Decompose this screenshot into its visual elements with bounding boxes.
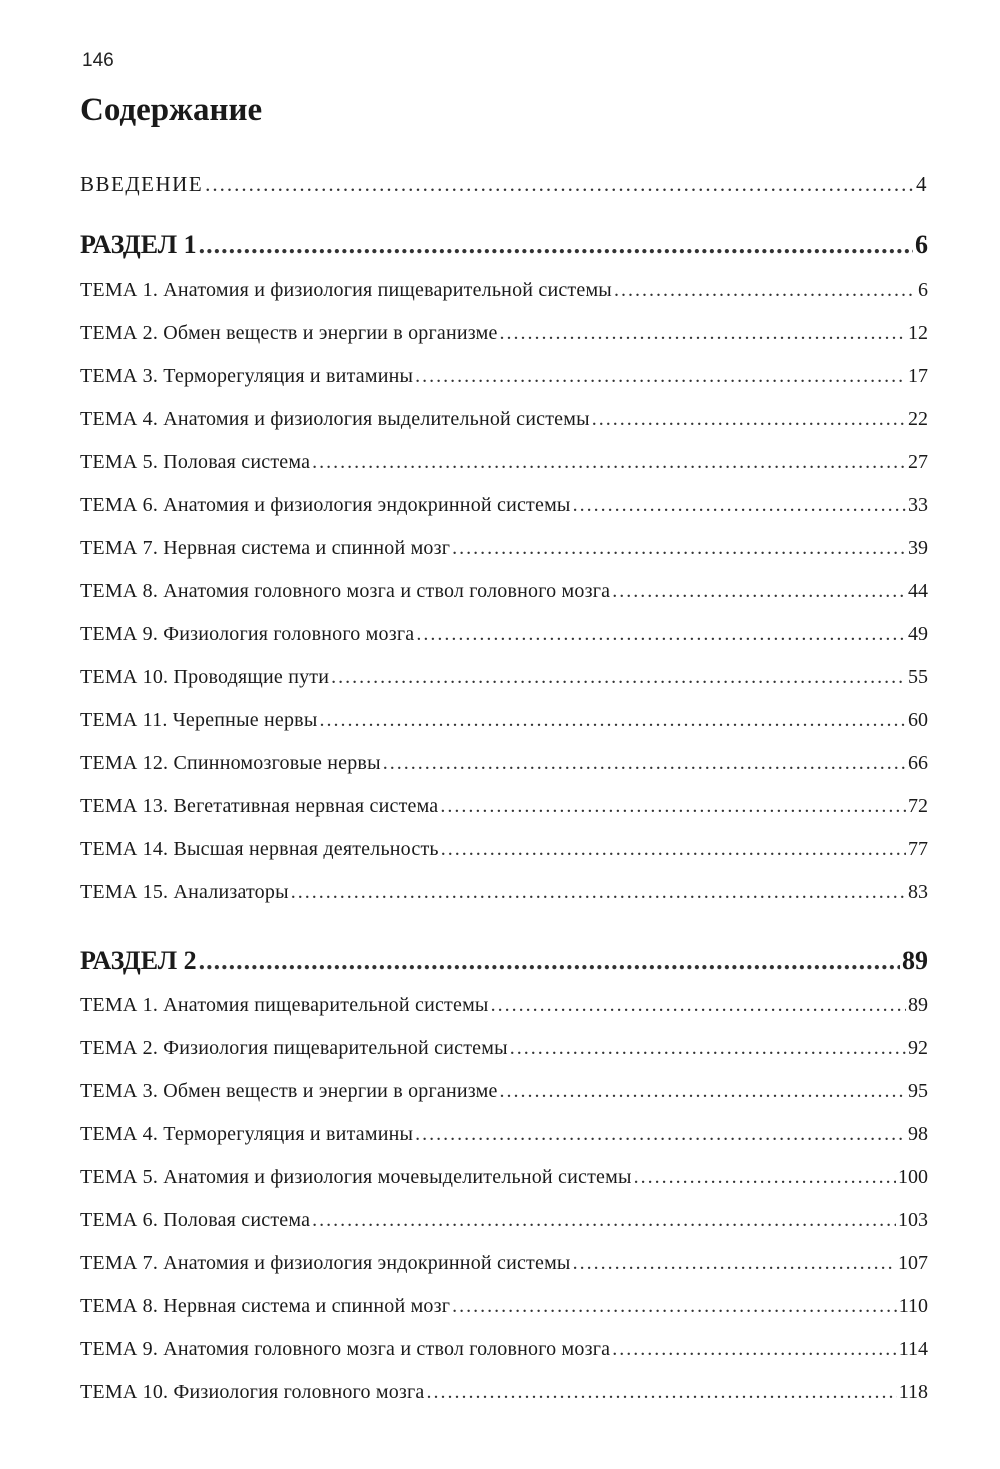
toc-entry[interactable] bbox=[80, 881, 928, 904]
toc-label: ТЕМА 5. Анатомия и физиология мочевыделительной системы bbox=[80, 1166, 632, 1188]
toc-label: ТЕМА 11. Черепные нервы bbox=[80, 709, 318, 731]
toc-label: ТЕМА 10. Физиология головного мозга bbox=[80, 1381, 425, 1403]
toc-label: ТЕМА 4. Терморегуляция и витамины bbox=[80, 1123, 414, 1145]
toc-page-number: 92 bbox=[908, 1037, 928, 1059]
leader-dots bbox=[500, 1080, 906, 1103]
leader-dots bbox=[312, 451, 906, 474]
leader-dots bbox=[415, 365, 906, 388]
toc-label: ТЕМА 14. Высшая нервная деятельность bbox=[80, 838, 439, 860]
toc-page-number: 6 bbox=[918, 279, 928, 301]
toc-label: ТЕМА 3. Терморегуляция и витамины bbox=[80, 365, 414, 387]
toc-entry[interactable] bbox=[80, 709, 928, 732]
leader-dots bbox=[199, 230, 913, 260]
toc-entry[interactable] bbox=[80, 580, 928, 603]
toc-label: ТЕМА 1. Анатомия и физиология пищеварительной системы bbox=[80, 279, 612, 301]
toc-page-number: 60 bbox=[908, 709, 928, 731]
toc-page-number: 22 bbox=[908, 408, 928, 430]
page-number: 146 bbox=[82, 50, 114, 71]
toc-entry[interactable] bbox=[80, 1381, 928, 1404]
toc-page-number: 27 bbox=[908, 451, 928, 473]
toc-entry[interactable] bbox=[80, 1338, 928, 1361]
leader-dots bbox=[614, 279, 916, 302]
toc-page-number: 89 bbox=[908, 994, 928, 1016]
toc-page-number: 107 bbox=[898, 1252, 928, 1274]
leader-dots bbox=[199, 946, 900, 976]
toc-entry[interactable] bbox=[80, 1295, 928, 1318]
toc-entry[interactable] bbox=[80, 1166, 928, 1189]
leader-dots bbox=[612, 580, 906, 603]
toc-page-number: 49 bbox=[908, 623, 928, 645]
toc-entry[interactable] bbox=[80, 494, 928, 517]
leader-dots bbox=[452, 537, 906, 560]
toc-entry[interactable] bbox=[80, 1209, 928, 1232]
leader-dots bbox=[383, 752, 906, 775]
toc-page-number: 6 bbox=[915, 230, 928, 259]
toc-entry[interactable] bbox=[80, 1080, 928, 1103]
toc-page-number: 114 bbox=[898, 1338, 928, 1360]
toc-page-number: 77 bbox=[908, 838, 928, 860]
toc-label: ТЕМА 6. Половая система bbox=[80, 1209, 311, 1231]
toc-page-number: 72 bbox=[908, 795, 928, 817]
leader-dots bbox=[510, 1037, 906, 1060]
toc-label: ТЕМА 10. Проводящие пути bbox=[80, 666, 330, 688]
toc-section-label: РАЗДЕЛ 2 bbox=[80, 946, 197, 975]
toc-intro[interactable] bbox=[80, 172, 928, 197]
toc-page-number: 89 bbox=[902, 946, 928, 975]
leader-dots bbox=[491, 994, 906, 1017]
leader-dots bbox=[427, 1381, 897, 1404]
toc-page-number: 103 bbox=[898, 1209, 928, 1231]
leader-dots bbox=[331, 666, 906, 689]
toc-label: ТЕМА 12. Спинномозговые нервы bbox=[80, 752, 381, 774]
toc-page-number: 66 bbox=[908, 752, 928, 774]
toc-page-number: 95 bbox=[908, 1080, 928, 1102]
toc-page-number: 100 bbox=[898, 1166, 928, 1188]
toc-entry[interactable] bbox=[80, 838, 928, 861]
toc-page-number: 98 bbox=[908, 1123, 928, 1145]
toc-entry[interactable] bbox=[80, 279, 928, 302]
toc-entry[interactable] bbox=[80, 408, 928, 431]
leader-dots bbox=[500, 322, 906, 345]
toc-label: ТЕМА 4. Анатомия и физиология выделительной системы bbox=[80, 408, 590, 430]
page-title: Содержание bbox=[80, 92, 263, 128]
toc-entry[interactable] bbox=[80, 1252, 928, 1275]
toc-page-number: 118 bbox=[898, 1381, 928, 1403]
toc-page-number: 12 bbox=[908, 322, 928, 344]
leader-dots bbox=[441, 838, 906, 861]
toc-label: ТЕМА 9. Анатомия головного мозга и ствол головного мозга bbox=[80, 1338, 611, 1360]
leader-dots bbox=[291, 881, 906, 904]
toc-label: ТЕМА 7. Нервная система и спинной мозг bbox=[80, 537, 451, 559]
toc-page-number: 110 bbox=[898, 1295, 928, 1317]
toc-page-number: 33 bbox=[908, 494, 928, 516]
toc-entry[interactable] bbox=[80, 365, 928, 388]
leader-dots bbox=[319, 709, 906, 732]
toc-entry[interactable] bbox=[80, 752, 928, 775]
leader-dots bbox=[415, 1123, 906, 1146]
toc-label: ТЕМА 1. Анатомия пищеварительной системы bbox=[80, 994, 489, 1016]
toc-label: ТЕМА 2. Физиология пищеварительной системы bbox=[80, 1037, 508, 1059]
toc-entry[interactable] bbox=[80, 537, 928, 560]
leader-dots bbox=[573, 494, 906, 517]
leader-dots bbox=[573, 1252, 896, 1275]
toc-section-1[interactable] bbox=[80, 230, 928, 260]
toc-label: ТЕМА 6. Анатомия и физиология эндокринной системы bbox=[80, 494, 571, 516]
toc-label: ТЕМА 3. Обмен веществ и энергии в организме bbox=[80, 1080, 498, 1102]
leader-dots bbox=[205, 172, 914, 197]
toc-page-number: 55 bbox=[908, 666, 928, 688]
toc-entry[interactable] bbox=[80, 1037, 928, 1060]
leader-dots bbox=[452, 1295, 897, 1318]
toc-entry[interactable] bbox=[80, 451, 928, 474]
toc-page-number: 17 bbox=[908, 365, 928, 387]
toc-page-number: 4 bbox=[916, 172, 928, 196]
toc-entry[interactable] bbox=[80, 994, 928, 1017]
toc-section-2[interactable] bbox=[80, 946, 928, 976]
toc-page-number: 44 bbox=[908, 580, 928, 602]
toc-entry[interactable] bbox=[80, 623, 928, 646]
leader-dots bbox=[416, 623, 906, 646]
leader-dots bbox=[440, 795, 906, 818]
toc-label: ТЕМА 5. Половая система bbox=[80, 451, 311, 473]
toc-section-label: РАЗДЕЛ 1 bbox=[80, 230, 197, 259]
toc-label: ВВЕДЕНИЕ bbox=[80, 172, 204, 196]
toc-label: ТЕМА 8. Нервная система и спинной мозг bbox=[80, 1295, 451, 1317]
leader-dots bbox=[312, 1209, 896, 1232]
toc-entry[interactable] bbox=[80, 795, 928, 818]
leader-dots bbox=[634, 1166, 896, 1189]
toc-page-number: 83 bbox=[908, 881, 928, 903]
toc-label: ТЕМА 8. Анатомия головного мозга и ствол головного мозга bbox=[80, 580, 611, 602]
toc-label: ТЕМА 15. Анализаторы bbox=[80, 881, 289, 903]
toc-entry[interactable] bbox=[80, 1123, 928, 1146]
toc-label: ТЕМА 7. Анатомия и физиология эндокринной системы bbox=[80, 1252, 571, 1274]
toc-page-number: 39 bbox=[908, 537, 928, 559]
toc-entry[interactable] bbox=[80, 666, 928, 689]
leader-dots bbox=[612, 1338, 897, 1361]
leader-dots bbox=[592, 408, 906, 431]
toc-label: ТЕМА 9. Физиология головного мозга bbox=[80, 623, 415, 645]
toc-label: ТЕМА 13. Вегетативная нервная система bbox=[80, 795, 439, 817]
toc-label: ТЕМА 2. Обмен веществ и энергии в организме bbox=[80, 322, 498, 344]
toc-entry[interactable] bbox=[80, 322, 928, 345]
